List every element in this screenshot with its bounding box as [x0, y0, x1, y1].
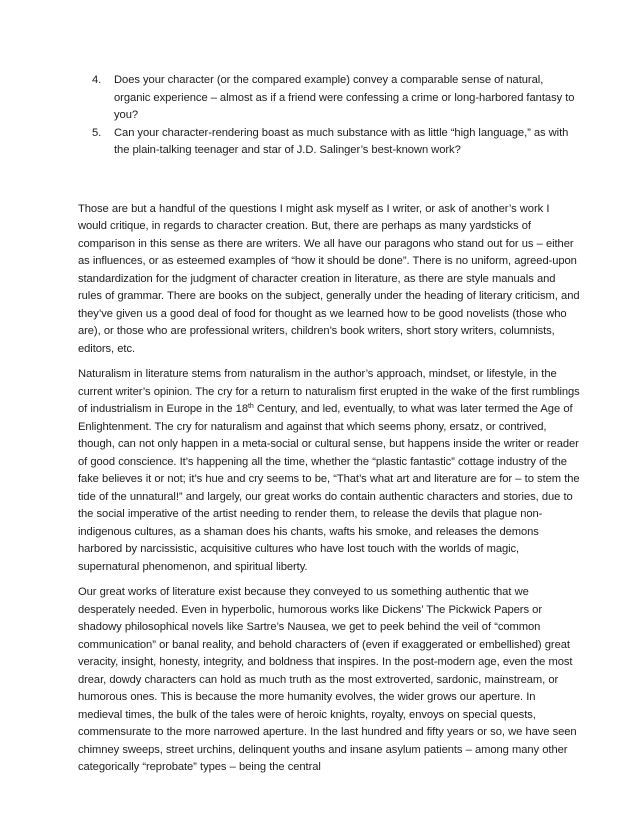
paragraph-text: Naturalism in literature stems from naturalism in the author’s approach, mindset, or lifestyle, in the current writer’s opinion. The cry for a return to naturalism first erupted in the wake of the first rumblings of industrialism in Europe in the 18 [78, 368, 580, 415]
paragraph-naturalism [78, 366, 580, 576]
ordinal-superscript: th [247, 403, 254, 410]
list-item-number: 4. [92, 74, 102, 86]
paragraph-great-works: Our great works of literature exist because they conveyed to us something authentic that we desperately needed. Even in hyperbolic, humorous works like Dickens’ The Pickwick Papers or shadowy philosophical novels like Sartre’s Nausea, we get to peek behind the veil of “common communication” or banal reality, and behold characters of (even if exaggerated or embellished) great veracity, insight, honesty, integrity, and boldness that inspires. In the post-modern age, even the most drear, dowdy characters can hold as much truth as the most extroverted, sardonic, mainstream, or humorous ones. This is because the more humanity evolves, the wider grows our aperture. In medieval times, the bulk of the tales were of heroic knights, royalty, envoys on special quests, commensurate to the more narrowed aperture. In the last hundred and fifty years or so, we have seen chimney sweeps, street urchins, delinquent youths and insane asylum patients – among many other categorically “reprobate” types – being the central [78, 586, 577, 773]
list-item [92, 72, 580, 125]
list-item-number: 5. [92, 126, 102, 139]
list-item [92, 125, 580, 160]
list-item-text: Can your character-rendering boast as much substance with as little “high language,” as with the plain-talking teenager and star of J.D. Salinger’s best-known work? [114, 126, 569, 156]
question-list [78, 72, 580, 160]
paragraph-text: Century, and led, eventually, to what was later termed the Age of Enlightenment. The cry for naturalism and against that which seems phony, ersatz, or contrived, though, can not only happen in a meta-social or cultural sense, but happens inside the writer or reader of good conscience. It’s happening all the time, whether the “plastic fantastic” cottage industry of the fake believes it or not; it’s hue and cry seems to be, “That’s what art and literature are for – to stem the tide of the unnatural!” and largely, our great works do contain authentic characters and stories, due to the social imperative of the artist needing to render them, to release the devils that plague non-indigenous cultures, as a shaman does his chants, wafts his smoke, and releases the demons harbored by narcissistic, acquisitive cultures who have lost touch with the worlds of magic, supernatural phenomenon, and spiritual liberty. [78, 403, 580, 573]
list-item-text: Does your character (or the compared example) convey a comparable sense of natural, organic experience – almost as if a friend were confessing a crime or long-harbored fantasy to you? [114, 74, 575, 121]
paragraph-character-yardsticks: Those are but a handful of the questions I might ask myself as I writer, or ask of another’s work I would critique, in regards to character creation. But, there are perhaps as many yardsticks of comparison in this sense as there are writers. We all have our paragons who stand out for us – either as influences, or as esteemed examples of “how it should be done”. There is no uniform, agreed-upon standardization for the judgment of character creation in literature, as there are style manuals and rules of grammar. There are books on the subject, generally under the heading of literary criticism, and they’ve given us a good deal of food for thought as we learned how to be good novelists (those who are), or those who are professional writers, children’s book writers, short story writers, columnists, editors, etc. [78, 202, 580, 355]
